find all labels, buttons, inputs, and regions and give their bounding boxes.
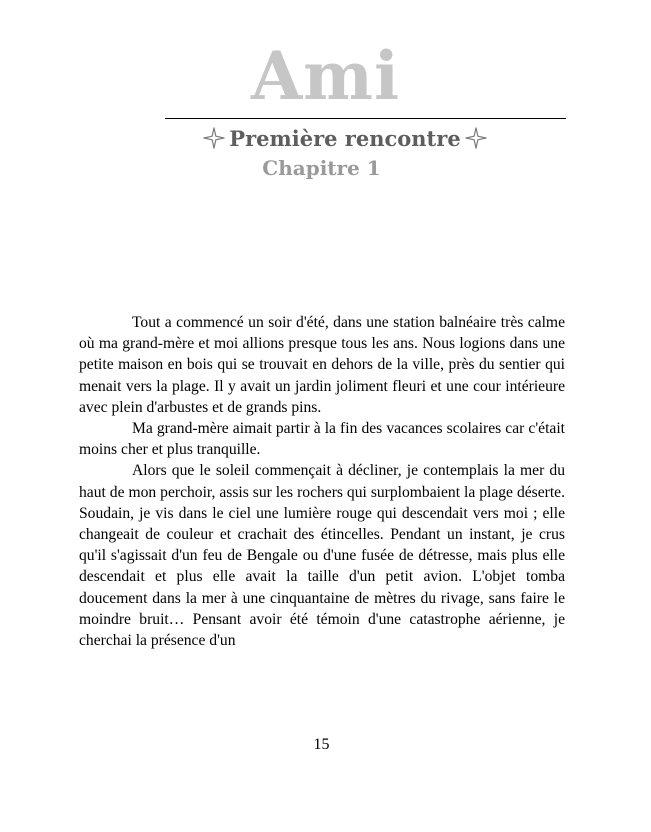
section-title-text: Première rencontre — [229, 126, 461, 151]
body-text — [79, 312, 565, 651]
four-point-star-icon — [203, 127, 225, 149]
paragraph: Ma grand-mère aimait partir à la fin des vacances scolaires car c'était moins cher et plus tranquille. — [79, 420, 565, 459]
page-number: 15 — [313, 736, 330, 753]
section-title — [0, 124, 651, 154]
chapter-label: Chapitre 1 — [262, 156, 381, 180]
title-divider — [165, 118, 566, 119]
book-title: Ami — [250, 37, 401, 115]
paragraph: Tout a commencé un soir d'été, dans une station balnéaire très calme où ma grand-mère et moi allions presque tous les ans. Nous logions dans une petite maison en bois qui se trouvait en dehors de la ville, près du sentier qui menait vers la plage. Il y avait un jardin joliment fleuri et une cour intérieure avec plein d'arbustes et de grands pins. — [79, 314, 565, 416]
four-point-star-icon — [465, 127, 487, 149]
paragraph: Alors que le soleil commençait à décliner, je contemplais la mer du haut de mon perchoir, assis sur les rochers qui surplombaient la plage déserte. Soudain, je vis dans le ciel une lumière rouge qui descendait vers moi ; elle changeait de couleur et crachait des étincelles. Pendant un instant, je crus qu'il s'agissait d'un feu de Bengale ou d'une fusée de détresse, mais plus elle descendait et plus elle avait la taille d'un petit avion. L'objet tomba doucement dans la mer à une cinquantaine de mètres du rivage, sans faire le moindre bruit… Pensant avoir été témoin d'une catastrophe aérienne, je cherchai la présence d'un — [79, 462, 565, 650]
